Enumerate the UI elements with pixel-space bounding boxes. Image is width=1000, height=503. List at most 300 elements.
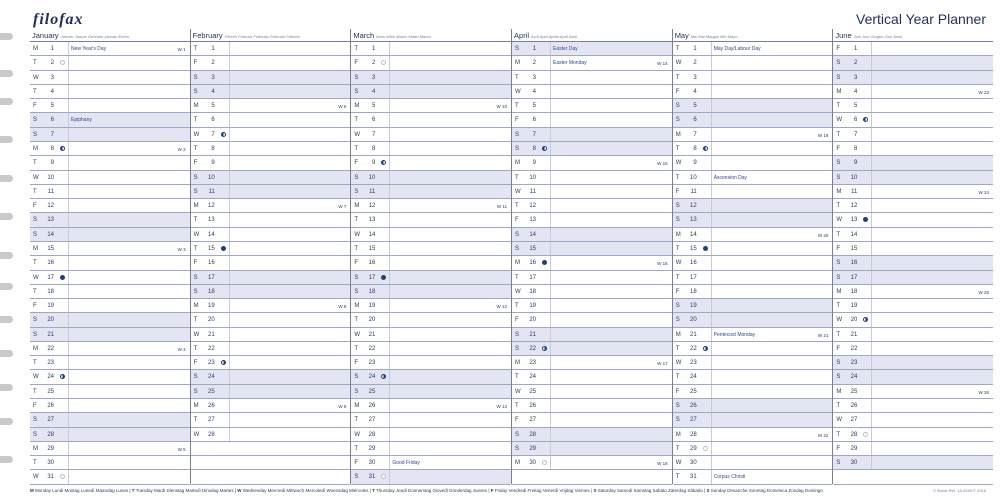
day-row[interactable]	[833, 228, 993, 242]
day-row[interactable]	[351, 342, 511, 356]
day-row[interactable]	[512, 242, 672, 256]
day-row[interactable]	[512, 313, 672, 327]
day-row[interactable]	[191, 299, 351, 313]
day-row[interactable]	[833, 428, 993, 442]
day-row[interactable]	[191, 328, 351, 342]
weekday-letter: T	[675, 174, 680, 181]
weekday-letter: S	[33, 317, 38, 324]
day-divider	[871, 428, 872, 441]
day-row[interactable]	[191, 42, 351, 56]
binder-ring	[0, 175, 13, 182]
day-row[interactable]	[673, 385, 833, 399]
day-row[interactable]	[351, 99, 511, 113]
day-number: 23	[529, 360, 537, 367]
day-divider	[550, 370, 551, 383]
weekday-letter: F	[193, 360, 198, 367]
month-name: January	[32, 31, 59, 40]
day-divider	[229, 156, 230, 169]
day-row[interactable]	[30, 256, 190, 270]
day-row[interactable]	[512, 370, 672, 384]
holiday-label: Pentecost Monday	[713, 331, 756, 338]
day-row[interactable]	[191, 342, 351, 356]
day-row[interactable]	[512, 456, 672, 470]
day-row[interactable]	[191, 413, 351, 427]
day-divider	[68, 271, 69, 284]
day-divider	[871, 313, 872, 326]
day-row[interactable]	[351, 356, 511, 370]
day-divider	[550, 456, 551, 469]
day-row[interactable]	[351, 399, 511, 413]
day-row[interactable]	[30, 228, 190, 242]
day-row[interactable]	[351, 285, 511, 299]
day-row[interactable]	[673, 328, 833, 342]
weekday-letter: W	[33, 174, 39, 181]
full-moon-icon	[381, 474, 386, 479]
day-row[interactable]	[833, 385, 993, 399]
day-row[interactable]	[512, 71, 672, 85]
weekday-letter: S	[193, 188, 198, 195]
day-row[interactable]	[512, 128, 672, 142]
day-row[interactable]	[673, 42, 833, 56]
day-divider	[229, 299, 230, 312]
weekday-key: T	[372, 488, 375, 493]
day-row[interactable]	[351, 85, 511, 99]
day-row[interactable]	[30, 313, 190, 327]
day-row[interactable]	[30, 413, 190, 427]
weekday-letter: W	[836, 117, 843, 124]
weekday-letter: F	[193, 160, 198, 167]
weekday-letter: T	[193, 217, 198, 224]
day-row[interactable]	[191, 85, 351, 99]
day-row[interactable]	[191, 356, 351, 370]
day-row[interactable]	[512, 399, 672, 413]
day-row[interactable]	[673, 470, 833, 484]
day-row[interactable]	[512, 99, 672, 113]
day-row[interactable]	[673, 71, 833, 85]
day-row[interactable]	[833, 271, 993, 285]
full-moon-icon	[60, 60, 65, 65]
day-row[interactable]	[351, 142, 511, 156]
day-row[interactable]	[351, 185, 511, 199]
day-row[interactable]	[191, 142, 351, 156]
day-row[interactable]	[30, 99, 190, 113]
day-row[interactable]	[191, 399, 351, 413]
day-row[interactable]	[351, 156, 511, 170]
day-row[interactable]	[833, 370, 993, 384]
day-row[interactable]	[673, 85, 833, 99]
first-quarter-moon-icon	[381, 374, 386, 379]
day-row[interactable]	[351, 442, 511, 456]
weekday-letter: T	[836, 331, 841, 338]
day-row[interactable]	[351, 328, 511, 342]
day-row[interactable]	[833, 356, 993, 370]
day-number: 6	[50, 117, 54, 124]
day-row[interactable]	[191, 256, 351, 270]
day-divider	[711, 285, 712, 298]
day-number: 10	[690, 174, 697, 181]
day-number: 26	[690, 403, 697, 410]
day-row[interactable]	[30, 442, 190, 456]
day-row[interactable]	[512, 156, 672, 170]
day-row[interactable]	[191, 428, 351, 442]
day-row[interactable]	[30, 128, 190, 142]
weekday-letter: W	[354, 431, 361, 438]
day-row[interactable]	[673, 142, 833, 156]
day-number: 13	[529, 217, 537, 224]
day-divider	[229, 370, 230, 383]
day-row[interactable]	[673, 113, 833, 127]
day-divider	[389, 385, 390, 398]
day-row[interactable]	[833, 42, 993, 56]
day-row[interactable]	[30, 428, 190, 442]
day-row[interactable]	[833, 456, 993, 470]
day-row[interactable]	[191, 113, 351, 127]
weekday-letter: T	[675, 145, 680, 152]
day-row[interactable]	[673, 228, 833, 242]
day-row[interactable]	[512, 213, 672, 227]
day-row[interactable]	[673, 256, 833, 270]
day-number: 21	[368, 331, 376, 338]
day-row[interactable]	[512, 228, 672, 242]
weekday-letter: W	[515, 188, 521, 195]
full-moon-icon	[60, 474, 65, 479]
day-row[interactable]	[30, 142, 190, 156]
day-row[interactable]	[673, 313, 833, 327]
day-row[interactable]	[351, 213, 511, 227]
weekday-key: F	[490, 488, 494, 493]
weekday-letter: T	[354, 417, 359, 424]
day-number: 14	[850, 231, 858, 238]
day-row[interactable]	[673, 456, 833, 470]
day-row[interactable]	[30, 385, 190, 399]
day-row[interactable]	[673, 428, 833, 442]
day-row[interactable]	[191, 271, 351, 285]
day-row[interactable]	[191, 213, 351, 227]
day-row[interactable]	[512, 342, 672, 356]
day-row[interactable]	[191, 128, 351, 142]
weekday-letter: S	[354, 174, 359, 181]
day-row[interactable]	[833, 185, 993, 199]
day-number: 11	[690, 188, 697, 195]
day-row[interactable]	[833, 142, 993, 156]
weekday-letter: S	[836, 174, 841, 181]
day-row[interactable]	[351, 56, 511, 70]
day-row[interactable]	[30, 56, 190, 70]
month-name: May	[674, 31, 689, 40]
day-number: 23	[368, 360, 376, 367]
day-row[interactable]	[351, 199, 511, 213]
day-row[interactable]	[512, 356, 672, 370]
day-row[interactable]	[673, 271, 833, 285]
day-divider	[550, 171, 551, 184]
day-row[interactable]	[351, 456, 511, 470]
holiday-label: Corpus Christi	[713, 474, 746, 481]
empty-day-row	[512, 470, 672, 484]
day-row[interactable]	[673, 299, 833, 313]
day-number: 16	[529, 260, 537, 267]
day-row[interactable]	[512, 42, 672, 56]
day-row[interactable]	[512, 299, 672, 313]
day-row[interactable]	[30, 199, 190, 213]
day-row[interactable]	[191, 156, 351, 170]
day-number: 30	[690, 460, 697, 467]
day-row[interactable]	[833, 299, 993, 313]
day-row[interactable]	[191, 313, 351, 327]
day-row[interactable]	[30, 156, 190, 170]
day-row[interactable]	[191, 285, 351, 299]
month-header	[673, 29, 833, 42]
day-number: 24	[690, 374, 697, 381]
day-row[interactable]	[351, 271, 511, 285]
day-row[interactable]	[30, 399, 190, 413]
day-row[interactable]	[191, 71, 351, 85]
day-row[interactable]	[30, 185, 190, 199]
day-row[interactable]	[30, 356, 190, 370]
day-number: 3	[854, 74, 858, 81]
day-row[interactable]	[833, 128, 993, 142]
day-row[interactable]	[673, 213, 833, 227]
day-number: 24	[529, 374, 537, 381]
day-row[interactable]	[673, 356, 833, 370]
day-row[interactable]	[673, 370, 833, 384]
day-row[interactable]	[30, 342, 190, 356]
day-row[interactable]	[833, 413, 993, 427]
day-row[interactable]	[512, 271, 672, 285]
weekday-letter: W	[515, 288, 521, 295]
day-row[interactable]	[833, 342, 993, 356]
day-row[interactable]	[512, 142, 672, 156]
day-row[interactable]	[673, 442, 833, 456]
day-row[interactable]	[351, 128, 511, 142]
day-row[interactable]	[30, 71, 190, 85]
day-row[interactable]	[833, 99, 993, 113]
day-number: 13	[368, 217, 376, 224]
month-translations: Mars März Marzo Maart Marzo	[376, 34, 431, 39]
day-divider	[711, 128, 712, 141]
day-row[interactable]	[191, 56, 351, 70]
day-row[interactable]	[512, 328, 672, 342]
weekday-letter: S	[675, 303, 680, 310]
day-row[interactable]	[351, 242, 511, 256]
day-row[interactable]	[351, 42, 511, 56]
day-divider	[389, 113, 390, 126]
day-row[interactable]	[351, 385, 511, 399]
day-row[interactable]	[833, 442, 993, 456]
weekday-letter: S	[193, 388, 198, 395]
day-row[interactable]	[673, 285, 833, 299]
day-number: 12	[850, 203, 858, 210]
day-divider	[711, 256, 712, 269]
day-row[interactable]	[833, 313, 993, 327]
month-header	[833, 29, 993, 42]
binder-ring	[0, 33, 13, 40]
weekday-letter: S	[33, 217, 38, 224]
weekday-letter: S	[675, 417, 680, 424]
day-row[interactable]	[833, 328, 993, 342]
day-row[interactable]	[30, 299, 190, 313]
day-row[interactable]	[673, 399, 833, 413]
day-row[interactable]	[833, 399, 993, 413]
day-row[interactable]	[673, 171, 833, 185]
day-number: 7	[532, 131, 537, 138]
day-row[interactable]	[351, 113, 511, 127]
day-row[interactable]	[512, 171, 672, 185]
week-number: W 5	[177, 446, 186, 452]
day-number: 10	[529, 174, 537, 181]
day-row[interactable]	[351, 171, 511, 185]
weekday-letter: M	[675, 331, 681, 338]
weekday-letter: S	[354, 88, 359, 95]
day-divider	[550, 128, 551, 141]
day-divider	[871, 256, 872, 269]
day-number: 5	[372, 103, 376, 110]
day-row[interactable]	[833, 56, 993, 70]
day-row[interactable]	[833, 113, 993, 127]
day-row[interactable]	[512, 413, 672, 427]
day-number: 12	[207, 203, 215, 210]
day-row[interactable]	[833, 85, 993, 99]
day-row[interactable]	[30, 242, 190, 256]
day-number: 9	[532, 160, 537, 167]
day-row[interactable]	[833, 171, 993, 185]
day-row[interactable]	[512, 185, 672, 199]
day-row[interactable]	[351, 299, 511, 313]
day-row[interactable]	[191, 385, 351, 399]
day-number: 3	[50, 74, 54, 81]
day-number: 28	[47, 431, 54, 438]
day-number: 15	[690, 245, 697, 252]
binder-ring	[0, 418, 13, 425]
day-row[interactable]	[512, 113, 672, 127]
day-row[interactable]	[673, 56, 833, 70]
day-row[interactable]	[30, 370, 190, 384]
day-row[interactable]	[512, 199, 672, 213]
month-translations: Juin Juni Giugno Juni Junio	[853, 34, 903, 39]
weekday-letter: T	[515, 303, 519, 310]
day-divider	[711, 399, 712, 412]
day-divider	[68, 185, 69, 198]
weekday-letter: M	[515, 260, 521, 267]
day-row[interactable]	[191, 171, 351, 185]
day-row[interactable]	[191, 199, 351, 213]
day-row[interactable]	[351, 313, 511, 327]
day-row[interactable]	[833, 156, 993, 170]
day-row[interactable]	[833, 285, 993, 299]
day-row[interactable]	[30, 113, 190, 127]
day-row[interactable]	[30, 85, 190, 99]
weekday-letter: S	[33, 131, 38, 138]
day-divider	[229, 185, 230, 198]
day-row[interactable]	[833, 242, 993, 256]
day-row[interactable]	[351, 228, 511, 242]
day-row[interactable]	[673, 199, 833, 213]
day-divider	[711, 442, 712, 455]
day-divider	[711, 428, 712, 441]
day-row[interactable]	[833, 213, 993, 227]
day-divider	[550, 428, 551, 441]
day-row[interactable]	[512, 428, 672, 442]
day-row[interactable]	[351, 256, 511, 270]
day-row[interactable]	[30, 171, 190, 185]
day-number: 28	[690, 431, 697, 438]
day-row[interactable]	[833, 256, 993, 270]
day-row[interactable]	[351, 370, 511, 384]
day-row[interactable]	[673, 242, 833, 256]
day-row[interactable]	[30, 470, 190, 484]
day-divider	[229, 171, 230, 184]
day-divider	[229, 342, 230, 355]
day-divider	[711, 99, 712, 112]
weekday-letter: S	[515, 245, 520, 252]
day-row[interactable]	[30, 271, 190, 285]
weekday-letter: F	[354, 460, 359, 467]
day-row[interactable]	[30, 328, 190, 342]
weekday-letter: F	[354, 260, 359, 267]
day-number: 7	[854, 131, 858, 138]
day-row[interactable]	[512, 385, 672, 399]
weekday-letter: T	[33, 88, 37, 95]
day-row[interactable]	[191, 185, 351, 199]
day-row[interactable]	[673, 99, 833, 113]
day-row[interactable]	[512, 256, 672, 270]
day-row[interactable]	[833, 71, 993, 85]
day-row[interactable]	[191, 242, 351, 256]
day-row[interactable]	[191, 99, 351, 113]
day-number: 27	[368, 417, 376, 424]
day-row[interactable]	[512, 442, 672, 456]
weekday-letter: M	[193, 103, 199, 110]
day-divider	[871, 71, 872, 84]
day-row[interactable]	[673, 128, 833, 142]
day-row[interactable]	[30, 285, 190, 299]
day-row[interactable]	[673, 342, 833, 356]
day-row[interactable]	[351, 71, 511, 85]
day-row[interactable]	[191, 370, 351, 384]
day-row[interactable]	[351, 413, 511, 427]
day-row[interactable]	[833, 199, 993, 213]
day-number: 21	[47, 331, 54, 338]
day-row[interactable]	[30, 456, 190, 470]
day-divider	[711, 42, 712, 55]
day-divider	[389, 242, 390, 255]
day-divider	[389, 256, 390, 269]
day-row[interactable]	[673, 156, 833, 170]
weekday-letter: M	[836, 188, 842, 195]
weekday-letter: T	[33, 188, 37, 195]
day-row[interactable]	[351, 428, 511, 442]
day-row[interactable]	[673, 185, 833, 199]
day-divider	[550, 56, 551, 69]
day-row[interactable]	[512, 56, 672, 70]
day-divider	[68, 399, 69, 412]
day-row[interactable]	[512, 285, 672, 299]
day-divider	[871, 185, 872, 198]
day-row[interactable]	[30, 42, 190, 56]
day-row[interactable]	[673, 413, 833, 427]
day-divider	[711, 470, 712, 483]
day-number: 21	[690, 331, 697, 338]
day-row[interactable]	[351, 470, 511, 484]
weekday-letter: T	[193, 145, 198, 152]
day-divider	[871, 142, 872, 155]
weekday-key: M	[30, 488, 34, 493]
day-row[interactable]	[191, 228, 351, 242]
day-divider	[68, 142, 69, 155]
weekday-letter: S	[354, 388, 359, 395]
day-row[interactable]	[512, 85, 672, 99]
week-number: W 25	[978, 289, 990, 295]
day-row[interactable]	[30, 213, 190, 227]
